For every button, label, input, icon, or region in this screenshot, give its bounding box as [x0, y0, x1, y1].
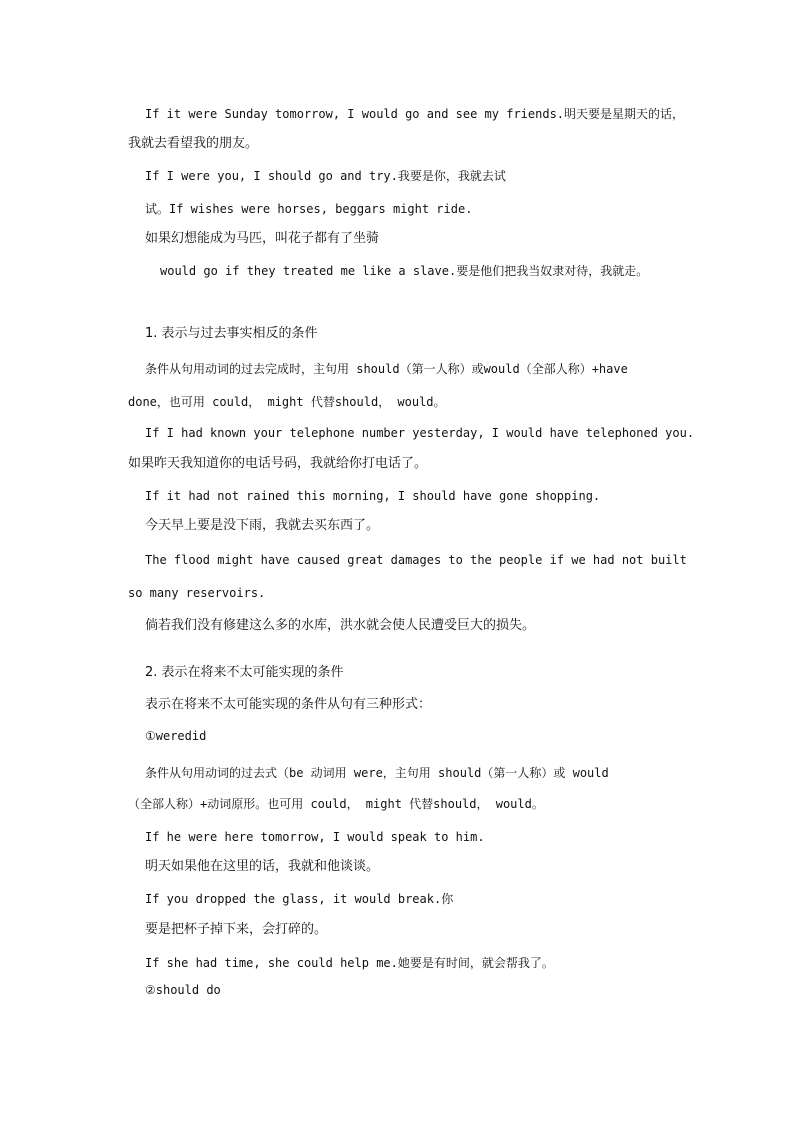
paragraph-line: 要是把杯子掉下来，会打碎的。 — [145, 922, 328, 937]
section-heading: 1. 表示与过去事实相反的条件 — [145, 326, 318, 341]
paragraph-line: If I had known your telephone number yesterday, I would have telephoned you. — [145, 426, 695, 440]
paragraph-line: （全部人称）+动词原形。也可用 could， might 代替should， would。 — [128, 797, 544, 811]
paragraph-line: would go if they treated me like a slave.要是他们把我当奴隶对待，我就走。 — [160, 264, 649, 278]
paragraph-line: 条件从句用动词的过去完成时，主句用 should（第一人称）或would（全部人称）+have — [145, 362, 628, 376]
paragraph-line: If it were Sunday tomorrow, I would go and see my friends.明天要是星期天的话， — [145, 107, 685, 121]
paragraph-line: 倘若我们没有修建这么多的水库，洪水就会使人民遭受巨大的损失。 — [145, 618, 536, 633]
paragraph-line: If he were here tomorrow, I would speak to him. — [145, 830, 485, 844]
paragraph-line: ②should do — [145, 983, 221, 997]
paragraph-line: 试。If wishes were horses, beggars might ride. — [145, 202, 473, 216]
section-heading: 2. 表示在将来不太可能实现的条件 — [145, 665, 344, 680]
paragraph-line: done，也可用 could， might 代替should， would。 — [128, 395, 446, 409]
paragraph-line: so many reservoirs. — [128, 586, 266, 600]
paragraph-line: 如果幻想能成为马匹，叫花子都有了坐骑 — [145, 231, 380, 246]
paragraph-line: 今天早上要是没下雨，我就去买东西了。 — [145, 518, 380, 533]
paragraph-line: The flood might have caused great damages to the people if we had not built — [145, 553, 687, 567]
paragraph-line: If I were you, I should go and try.我要是你，我就去试 — [145, 169, 506, 183]
paragraph-line: 条件从句用动词的过去式（be 动词用 were，主句用 should（第一人称）或 would — [145, 766, 609, 780]
paragraph-line: 表示在将来不太可能实现的条件从句有三种形式： — [145, 697, 432, 712]
paragraph-line: 明天如果他在这里的话，我就和他谈谈。 — [145, 859, 380, 874]
paragraph-line: If you dropped the glass, it would break.你 — [145, 892, 454, 906]
paragraph-line: 如果昨天我知道你的电话号码，我就给你打电话了。 — [128, 456, 428, 471]
paragraph-line: If it had not rained this morning, I should have gone shopping. — [145, 489, 601, 503]
paragraph-line: 我就去看望我的朋友。 — [128, 136, 259, 151]
paragraph-line: If she had time, she could help me.她要是有时间，就会帮我了。 — [145, 956, 554, 970]
paragraph-line: ①weredid — [145, 729, 207, 743]
